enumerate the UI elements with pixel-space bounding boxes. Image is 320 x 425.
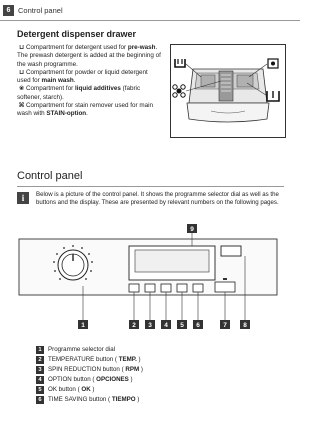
legend-number: 2 — [36, 356, 44, 364]
drawer-item-stain: ⌘ Compartment for stain remover used for main wash with STAIN-option. — [17, 102, 154, 118]
legend-number: 6 — [36, 396, 44, 404]
control-panel-illustration — [17, 224, 284, 339]
callout-4: 4 — [164, 322, 168, 329]
stain-icon: ⌘ — [18, 102, 25, 110]
legend-label: TIME SAVING button ( TIEMPO ) — [48, 396, 140, 403]
start-pause-button — [221, 246, 241, 256]
control-panel-legend — [36, 345, 286, 405]
control-panel-title: Control panel — [17, 170, 83, 182]
softener-icon — [173, 85, 185, 97]
page-number: 6 — [3, 5, 14, 16]
drawer-item-prewash: ⊔ Compartment for detergent used for pre-wash. The prewash detergent is added at the beginning of the wash programme. — [17, 44, 161, 68]
detergent-drawer-illustration — [170, 44, 286, 138]
legend-label: TEMPERATURE button ( TEMP. ) — [48, 356, 141, 363]
main-wash-icon: ⊔ — [18, 68, 24, 76]
drawer-section-title: Detergent dispenser drawer — [17, 29, 137, 39]
callout-8: 8 — [243, 322, 247, 329]
legend-number: 4 — [36, 376, 44, 384]
header-title: Control panel — [18, 6, 63, 15]
legend-item — [36, 355, 286, 365]
control-panel-drawing — [17, 224, 284, 339]
legend-label: Programme selector dial — [48, 346, 116, 353]
callout-7: 7 — [223, 322, 227, 329]
legend-label: SPIN REDUCTION button ( RPM ) — [48, 366, 143, 373]
prewash-icon: ⊔ — [18, 44, 24, 51]
stain-icon — [268, 59, 278, 68]
main-wash-icon — [267, 91, 279, 101]
callout-6: 6 — [196, 322, 200, 329]
callout-9: 9 — [190, 226, 194, 233]
header-divider — [0, 20, 300, 21]
callout-2: 2 — [132, 322, 136, 329]
section-divider — [17, 186, 284, 187]
softener-icon: ❀ — [18, 85, 25, 93]
callout-1: 1 — [81, 322, 85, 329]
legend-number: 3 — [36, 366, 44, 374]
drawer-description — [17, 44, 163, 119]
callout-3: 3 — [148, 322, 152, 329]
info-icon: i — [17, 192, 29, 204]
legend-item — [36, 365, 286, 375]
page-header — [0, 0, 300, 22]
legend-item — [36, 375, 286, 385]
legend-item — [36, 345, 286, 355]
drawer-item-main-wash: ⊔ Compartment for powder or liquid detergent used for main wash. — [17, 68, 148, 85]
legend-label: OPTION button ( OPCIONES ) — [48, 376, 133, 383]
control-panel-intro: Below is a picture of the control panel. It shows the programme selector dial as well as the buttons and the display. These are presented by relevant numbers on the following pages. — [36, 191, 279, 207]
legend-label: OK button ( OK ) — [48, 386, 95, 393]
legend-number: 5 — [36, 386, 44, 394]
drawer-drawing — [171, 45, 285, 137]
legend-item — [36, 395, 286, 405]
prewash-icon — [175, 59, 185, 67]
legend-item — [36, 385, 286, 395]
legend-number: 1 — [36, 346, 44, 354]
drawer-item-softener: ❀ Compartment for liquid additives (fabric softener, starch). — [17, 85, 141, 101]
callout-5: 5 — [180, 322, 184, 329]
display-screen — [135, 250, 209, 272]
